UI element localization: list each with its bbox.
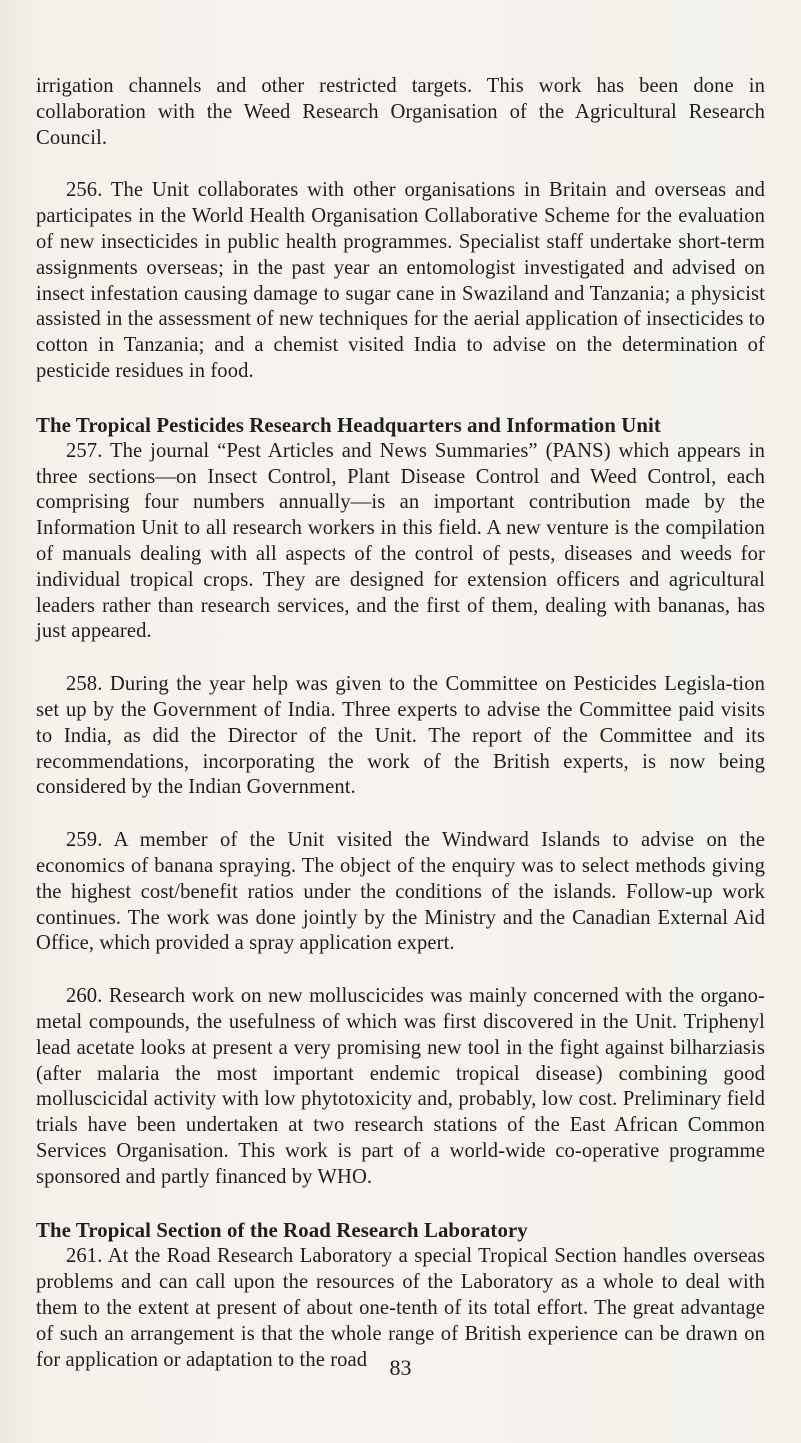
paragraph-261: 261. At the Road Research Laboratory a special Tropical Section handles overseas problems and can call upon the resources of the Laboratory as a whole to deal with them to the extent at present of about one-tenth of its total effort. The great advantage of such an arrangement is that the whole range of British experience can be drawn on for application or adaptation to the road [36,1245,765,1371]
paragraph-258: 258. During the year help was given to the Committee on Pesticides Legisla-tion set up by the Government of India. Three experts to advise the Committee paid visits to India, as did the Director of the Unit. The report of the Committee and its recommendations, incorporating the work of the British experts, is now being considered by the Indian Government. [36,673,765,799]
paragraph-257: 257. The journal “Pest Articles and News Summaries” (PANS) which appears in three sections—on Insect Control, Plant Disease Control and Weed Control, each comprising four numbers annually—is an important contribution made by the Information Unit to all research workers in this field. A new venture is the compilation of manuals dealing with all aspects of the control of pests, diseases and weeds for individual tropical crops. They are designed for extension officers and agricultural leaders rather than research services, and the first of them, dealing with bananas, has just appeared. [36,439,765,643]
paragraph-260: 260. Research work on new molluscicides was mainly concerned with the organo-metal compounds, the usefulness of which was first discovered in the Unit. Triphenyl lead acetate looks at present a very promising new tool in the fight against bilharziasis (after malaria the most important endemic tropical disease) combining good molluscicidal activity with low phytotoxicity and, probably, low cost. Preliminary field trials have been undertaken at two research stations of the East African Common Services Organisation. This work is part of a world-wide co-operative programme sponsored and partly financed by WHO. [36,985,765,1188]
section-heading-tropical-pesticides: The Tropical Pesticides Research Headquarters and Information Unit [36,413,661,437]
page-number: 83 [389,1355,412,1380]
paragraph-continuation: irrigation channels and other restricted targets. This work has been done in collaboration with the Weed Research Organisation of the Agricultural Research Council. [36,75,765,149]
section-heading-road-research: The Tropical Section of the Road Research Laboratory [36,1219,528,1243]
paragraph-256: 256. The Unit collaborates with other organisations in Britain and overseas and participates in the World Health Organisation Collaborative Scheme for the evaluation of new insecticides in public health programmes. Specialist staff undertake short-term assignments overseas; in the past year an entomologist investigated and advised on insect infestation causing damage to sugar cane in Swaziland and Tanzania; a physicist assisted in the assessment of new techniques for the aerial application of insecticides to cotton in Tanzania; and a chemist visited India to advise on the determination of pesticide residues in food. [36,179,765,382]
paragraph-259: 259. A member of the Unit visited the Windward Islands to advise on the economics of banana spraying. The object of the enquiry was to select methods giving the highest cost/benefit ratios under the conditions of the islands. Follow-up work continues. The work was done jointly by the Ministry and the Canadian External Aid Office, which provided a spray application expert. [36,829,765,955]
